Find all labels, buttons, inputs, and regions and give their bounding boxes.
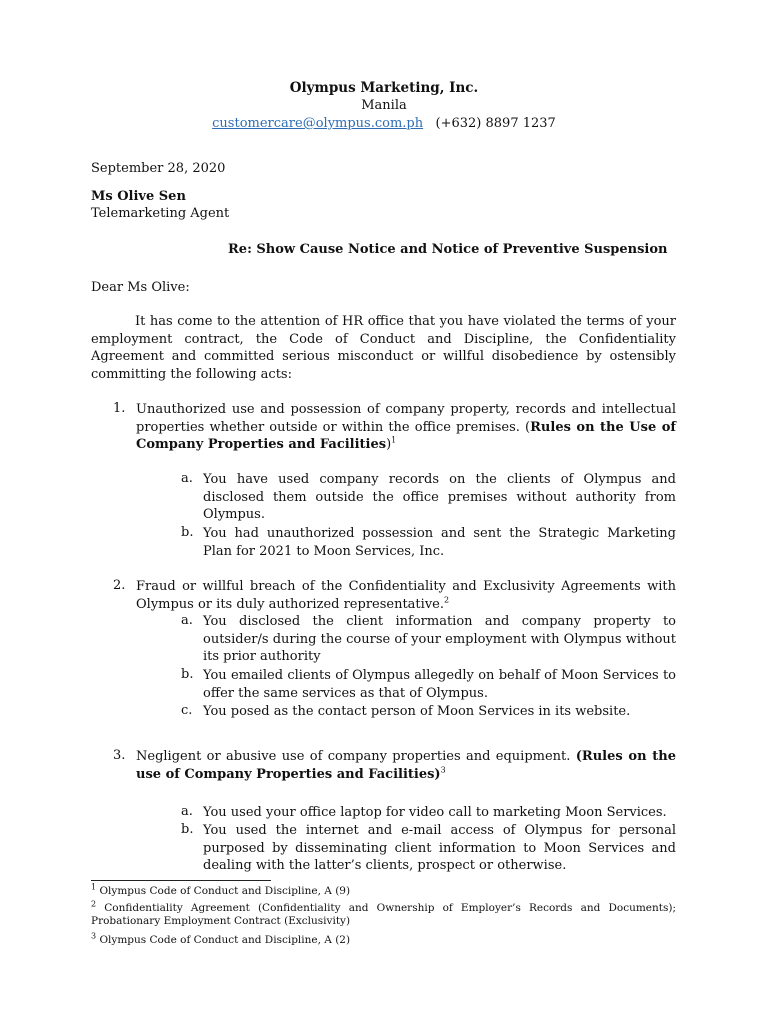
salutation: Dear Ms Olive: (91, 280, 190, 295)
sub-item-letter: c. (181, 703, 193, 718)
footnote-ref: 1 (391, 435, 397, 445)
recipient-name: Ms Olive Sen (91, 189, 186, 204)
list-item-number: 2. (113, 578, 126, 593)
sub-item: You disclosed the client information and company property to outsider/s during the course of your employment with Olympus without its prior authority (203, 614, 676, 665)
footnote-divider (91, 880, 271, 881)
list-item-number: 1. (113, 401, 126, 416)
sub-item-letter: b. (181, 667, 194, 682)
footnote: $^3$ Olympus Code of Conduct and Discipline, A (2) (91, 931, 351, 946)
letter-date: September 28, 2020 (91, 161, 226, 176)
sub-item: You posed as the contact person of Moon Services in its website. (203, 704, 631, 719)
sub-item-letter: b. (181, 822, 194, 837)
sub-item: You used your office laptop for video call to marketing Moon Services. (203, 805, 667, 820)
recipient-title: Telemarketing Agent (91, 206, 230, 221)
sub-item: You had unauthorized possession and sent the Strategic Marketing Plan for 2021 to Moon Services, Inc. (203, 526, 676, 559)
sub-item-letter: b. (181, 525, 194, 540)
intro-paragraph: It has come to the attention of HR office that you have violated the terms of your employment contract, the Code of Conduct and Discipline, the Confidentiality Agreement and committed serious misconduct or willful disobedience by ostensibly committing the following acts: (91, 314, 676, 382)
sub-item-letter: a. (181, 471, 193, 486)
sub-item-letter: a. (181, 613, 193, 628)
list-item: Unauthorized use and possession of company property, records and intellectual properties whether outside or within the office premises. (Rules on the Use of Company Properties and Facilities)$^1$ (136, 402, 676, 453)
footnote-ref: 3 (440, 765, 446, 775)
phone-number: (+632) 8897 1237 (435, 116, 556, 131)
footnote: $^1$ Olympus Code of Conduct and Discipline, A (9) (91, 882, 351, 897)
sub-item: You used the internet and e-mail access of Olympus for personal purposed by disseminating client information to Moon Services and dealing with the latter’s clients, prospect or otherwise. (203, 823, 676, 874)
subject-line: Re: Show Cause Notice and Notice of Preventive Suspension (228, 242, 668, 257)
list-item-number: 3. (113, 748, 126, 763)
sub-item: You have used company records on the clients of Olympus and disclosed them outside the office premises without authority from Olympus. (203, 472, 676, 523)
footnote-ref: 2 (444, 595, 450, 605)
list-item: Fraud or willful breach of the Confidentiality and Exclusivity Agreements with Olympus or its duly authorized representative.$^2$ (136, 579, 676, 612)
company-contact (0, 116, 768, 131)
sub-item: You emailed clients of Olympus allegedly on behalf of Moon Services to offer the same services as that of Olympus. (203, 668, 676, 701)
email-link[interactable]: customercare@olympus.com.ph (212, 116, 424, 131)
footnote: $^2$ Confidentiality Agreement (Confidentiality and Ownership of Employer’s Records and Documents); Probationary Employment Contract (Exclusivity) (91, 899, 677, 927)
list-item: Negligent or abusive use of company properties and equipment. (Rules on the use of Company Properties and Facilities)$^3$ (136, 749, 676, 782)
company-name: Olympus Marketing, Inc. (289, 80, 479, 96)
company-city: Manila (361, 98, 407, 113)
sub-item-letter: a. (181, 804, 193, 819)
